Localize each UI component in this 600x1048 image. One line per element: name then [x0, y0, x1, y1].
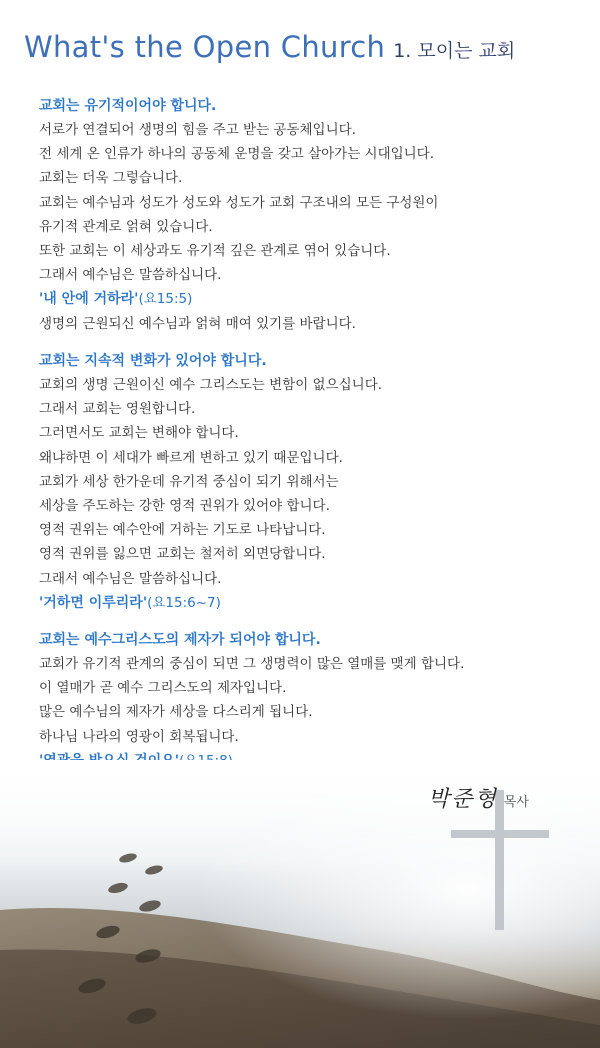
quote-reference: (요15:6~7) [147, 594, 221, 611]
body-line: 많은 예수님의 제자가 세상을 다스리게 됩니다. [39, 704, 313, 721]
section-continuous-change [39, 349, 382, 615]
section-heading: 교회는 유기적이어야 합니다. [39, 98, 217, 114]
body-line: 그래서 예수님은 말씀하십니다. [39, 267, 222, 284]
title-main: What's the Open Church [24, 30, 386, 64]
section-organic-church [39, 94, 438, 336]
body-line: 유기적 관계로 얽혀 있습니다. [39, 218, 213, 235]
quote-text: '거하면 이루리라' [39, 594, 148, 611]
body-line: 그러면서도 교회는 변해야 합니다. [39, 425, 239, 442]
section-heading: 교회는 지속적 변화가 있어야 합니다. [39, 353, 267, 369]
signature-name: 박준형 [428, 787, 498, 812]
title-subtitle: 1. 모이는 교회 [393, 40, 516, 62]
signature [428, 782, 529, 813]
section-heading: 교회는 예수그리스도의 제자가 되어야 합니다. [39, 632, 321, 648]
body-line: 전 세계 온 인류가 하나의 공동체 운명을 갖고 살아가는 시대입니다. [39, 146, 435, 163]
scripture-quote [39, 591, 382, 615]
body-line: 교회의 생명 근원이신 예수 그리스도는 변함이 없으십니다. [39, 377, 383, 393]
body-line: 또한 교회는 이 세상과도 유기적 깊은 관계로 엮어 있습니다. [39, 242, 391, 259]
signature-role: 목사 [503, 795, 529, 810]
scripture-quote [39, 287, 438, 311]
body-line: 서로가 연결되어 생명의 힘을 주고 받는 공동체입니다. [39, 122, 356, 138]
body-line: 교회는 예수님과 성도가 성도와 성도가 교회 구조내의 모든 구성원이 [39, 194, 439, 211]
body-line: 영적 권위를 잃으면 교회는 철저히 외면당합니다. [39, 546, 326, 563]
body-line: 이 열매가 곧 예수 그리스도의 제자입니다. [39, 680, 287, 697]
body-line: 교회가 유기적 관계의 중심이 되면 그 생명력이 많은 열매를 맺게 합니다. [39, 656, 465, 672]
section-disciples [39, 628, 464, 773]
quote-reference: (요15:5) [138, 291, 193, 308]
body-line: 영적 권위는 예수안에 거하는 기도로 나타납니다. [39, 522, 326, 539]
page-title [24, 30, 515, 64]
body-line: 왜냐하면 이 세대가 빠르게 변하고 있기 때문입니다. [39, 449, 343, 466]
quote-text: '내 안에 거하라' [39, 291, 139, 308]
body-line: 세상을 주도하는 강한 영적 권위가 있어야 합니다. [39, 497, 330, 514]
body-line: 생명의 근원되신 예수님과 얽혀 매여 있기를 바랍니다. [39, 315, 356, 332]
body-line: 그래서 예수님은 말씀하십니다. [39, 570, 222, 587]
body-line: 하나님 나라의 영광이 회복됩니다. [39, 728, 239, 745]
body-line: 교회는 더욱 그렇습니다. [39, 170, 183, 187]
body-line: 그래서 교회는 영원합니다. [39, 401, 196, 418]
body-line: 교회가 세상 한가운데 유기적 중심이 되기 위해서는 [39, 473, 339, 490]
